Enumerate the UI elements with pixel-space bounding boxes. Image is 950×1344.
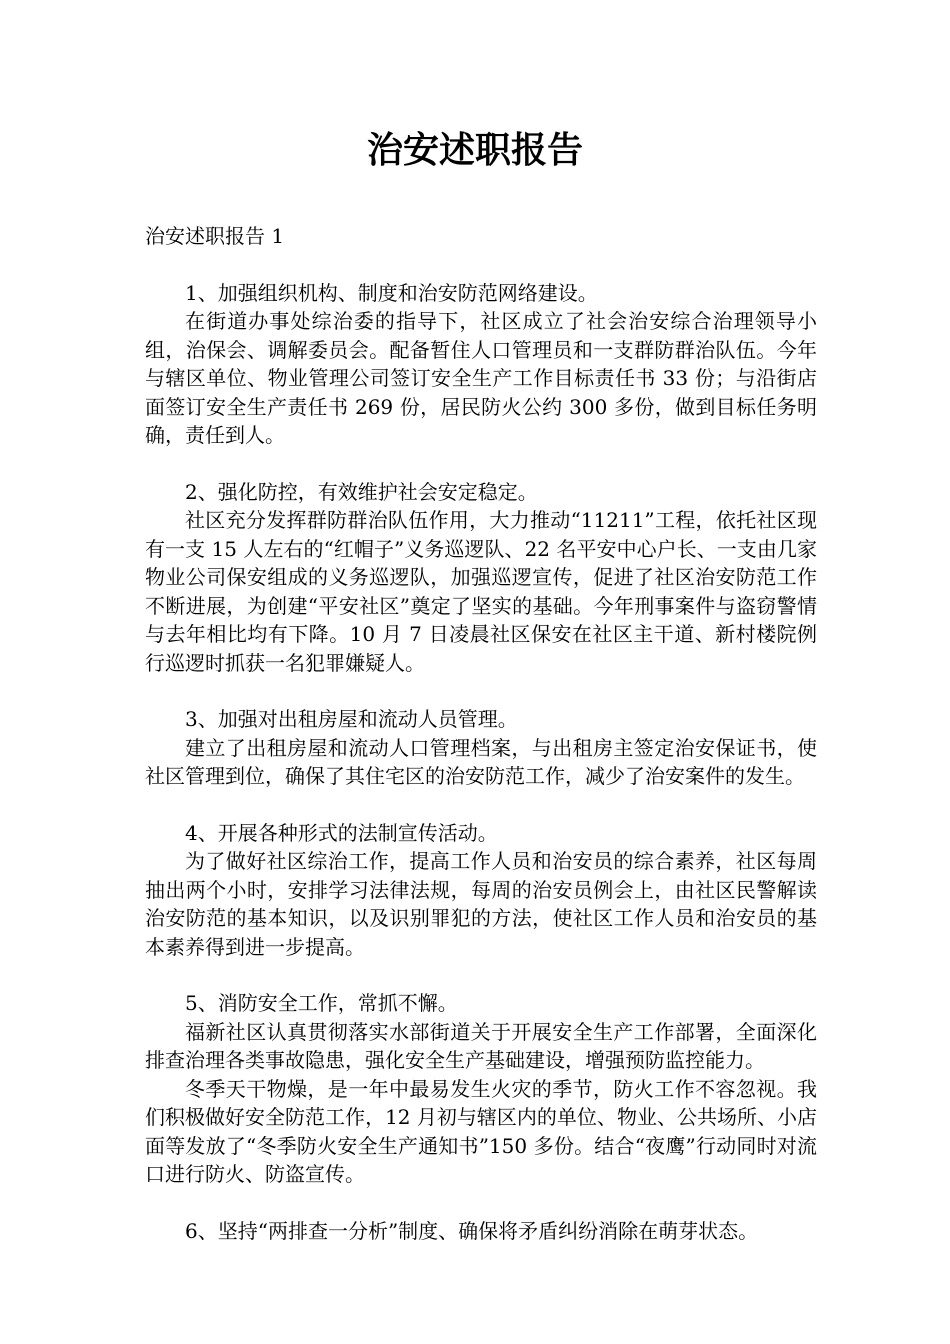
section-paragraph: 在街道办事处综治委的指导下，社区成立了社会治安综合治理领导小组，治保会、调解委员会。配备暂住人口管理员和一支群防群治队伍。今年与辖区单位、物业管理公司签订安全生产工作目标责任书 33 份；与沿街店面签订安全生产责任书 269 份，居民防火公约 300 多份，做到目标任务明确，责任到人。 [145,309,817,447]
section-heading: 3、加强对出租房屋和流动人员管理。 [185,707,518,731]
section-heading: 2、强化防控，有效维护社会安定稳定。 [185,479,538,504]
report-subtitle: 治安述职报告 1 [145,224,285,248]
section-paragraph: 福新社区认真贯彻落实水部街道关于开展安全生产工作部署，全面深化排查治理各类事故隐患，强化安全生产基础建设，增强预防监控能力。 [145,1019,817,1072]
section-2 [145,478,817,678]
section-5 [145,989,817,1189]
section-1 [145,279,817,450]
page-title: 治安述职报告 [366,130,583,171]
section-6 [145,1217,817,1246]
section-4 [145,819,817,962]
paragraph-gap [145,1189,817,1217]
paragraph-gap [145,791,817,819]
document-body [145,222,817,1245]
section-heading: 4、开展各种形式的法制宣传活动。 [185,820,498,845]
paragraph-gap [145,450,817,478]
section-paragraph: 建立了出租房屋和流动人口管理档案，与出租房主签定治安保证书，使社区管理到位，确保了其住宅区的治安防范工作，减少了治安案件的发生。 [145,735,817,788]
section-3 [145,705,817,791]
paragraph-gap [145,961,817,989]
section-paragraph: 冬季天干物燥，是一年中最易发生火灾的季节，防火工作不容忽视。我们积极做好安全防范工作，12 月初与辖区内的单位、物业、公共场所、小店面等发放了“冬季防火安全生产通知书”150 多份。结合“夜鹰”行动同时对流口进行防火、防盗宣传。 [145,1076,817,1186]
section-heading: 6、坚持“两排查一分析”制度、确保将矛盾纠纷消除在萌芽状态。 [185,1218,759,1243]
section-heading: 1、加强组织机构、制度和治安防范网络建设。 [185,280,598,305]
section-paragraph: 为了做好社区综治工作，提高工作人员和治安员的综合素养，社区每周抽出两个小时，安排学习法律法规，每周的治安员例会上，由社区民警解读治安防范的基本知识，以及识别罪犯的方法，使社区工作人员和治安员的基本素养得到进一步提高。 [145,849,817,959]
section-heading: 5、消防安全工作，常抓不懈。 [185,991,458,1015]
paragraph-gap [145,677,817,705]
section-paragraph: 社区充分发挥群防群治队伍作用，大力推动“11211”工程，依托社区现有一支 15 人左右的“红帽子”义务巡逻队、22 名平安中心户长、一支由几家物业公司保安组成的义务巡逻队，加强巡逻宣传，促进了社区治安防范工作不断进展，为创建“平安社区”奠定了坚实的基础。今年刑事案件与盗窃警情与去年相比均有下降。10 月 7 日凌晨社区保安在社区主干道、新村楼院例行巡逻时抓获一名犯罪嫌疑人。 [145,508,817,675]
